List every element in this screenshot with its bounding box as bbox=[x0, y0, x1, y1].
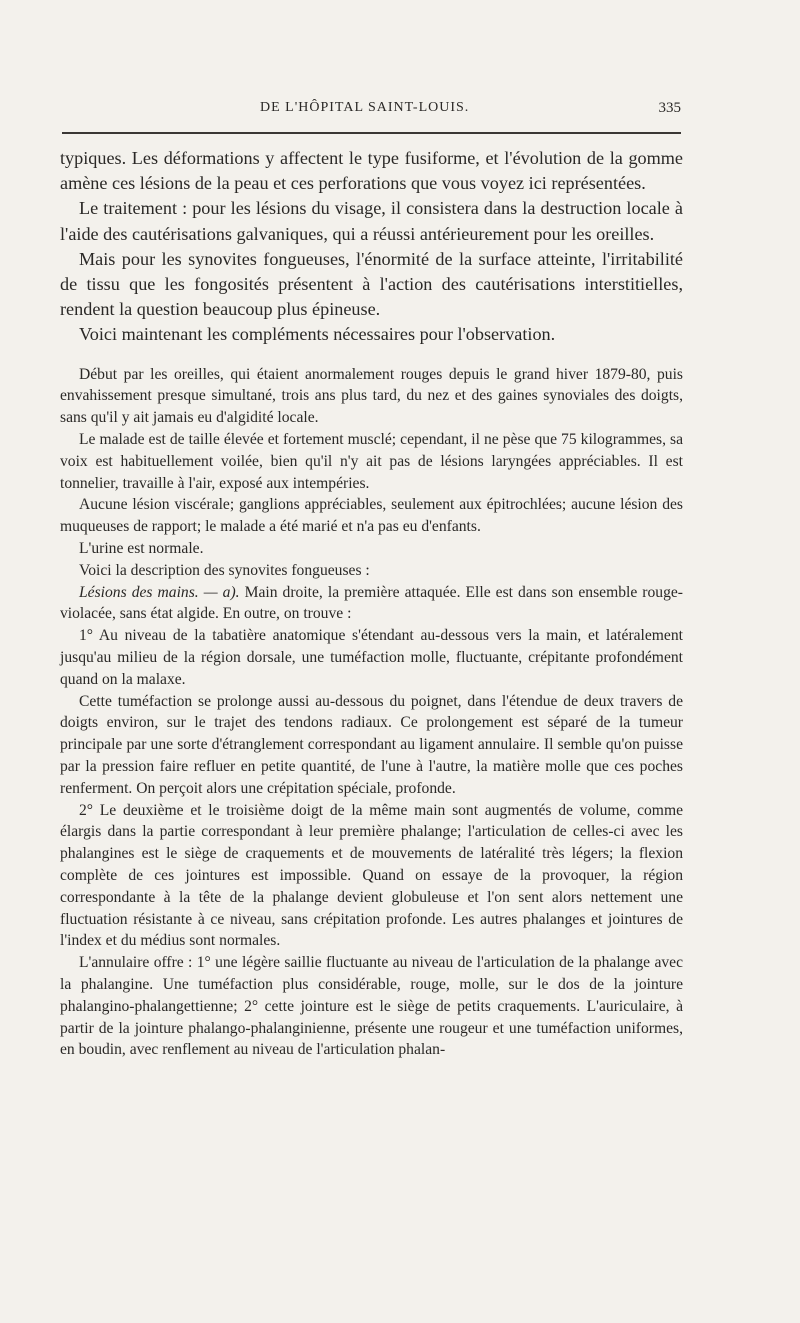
body-text bbox=[60, 146, 683, 1061]
paragraph: Le malade est de taille élevée et fortement musclé; cependant, il ne pèse que 75 kilogrammes, sa voix est habituellement voilée, bien qu'il n'y ait pas de lésions laryngées appréciables. Il est tonnelier, travaille à l'air, exposé aux intempéries. bbox=[60, 431, 683, 492]
lesion-heading: Lésions des mains. — a). bbox=[79, 583, 240, 601]
lecture-text bbox=[60, 146, 683, 348]
running-head: DE L'HÔPITAL SAINT-LOUIS. bbox=[260, 100, 470, 115]
paragraph: Voici la description des synovites fongueuses : bbox=[79, 561, 370, 579]
paragraph: L'annulaire offre : 1° une légère saillie fluctuante au niveau de l'articulation de la phalange avec la phalangine. Une tuméfaction plus considérable, rouge, molle, sur le dos de la jointure phalangino-phalangettienne; 2° cette jointure est le siège de petits craquements. L'auriculaire, à partir de la jointure phalango-phalanginienne, présente une rougeur et une tuméfaction uniformes, en boudin, avec renflement au niveau de l'articulation phalan- bbox=[60, 954, 683, 1059]
paragraph: 2° Le deuxième et le troisième doigt de la même main sont augmentés de volume, comme élargis dans la partie correspondant à leur première phalange; l'articulation de celles-ci avec les phalangines est le siège de craquements et de mouvements de latéralité très légers; la flexion complète de ces jointures est impossible. Quand on essaye de la provoquer, la région correspondante à la tête de la phalange devient globuleuse et l'on sent alors nettement une fluctuation résistante à ce niveau, sans crépitation profonde. Les autres phalanges et jointures de l'index et du médius sont normales. bbox=[60, 801, 683, 950]
paragraph: Mais pour les synovites fongueuses, l'énormité de la surface atteinte, l'irritabilité de tissu que les fongosités présentent à l'action des cautérisations interstitielles, rendent la question beaucoup plus épineuse. bbox=[60, 248, 683, 320]
paragraph: L'urine est normale. bbox=[79, 540, 204, 557]
page-number: 335 bbox=[658, 100, 681, 116]
paragraph: Voici maintenant les compléments nécessaires pour l'observation. bbox=[79, 324, 556, 345]
paragraph: Cette tuméfaction se prolonge aussi au-dessous du poignet, dans l'étendue de deux travers de doigts environ, sur le trajet des tendons radiaux. Ce prolongement est séparé de la tumeur principale par une sorte d'étranglement correspondant au ligament annulaire. Il semble qu'on puisse par la pression faire refluer en petite quantité, de l'une à l'autre, la matière molle que ces poches renferment. On perçoit alors une crépitation spéciale, profonde. bbox=[60, 692, 683, 797]
paragraph: 1° Au niveau de la tabatière anatomique s'étendant au-dessous vers la main, et latéralement jusqu'au milieu de la région dorsale, une tuméfaction molle, fluctuante, crépitante profondément quand on la malaxe. bbox=[60, 627, 683, 688]
header-rule bbox=[62, 132, 681, 134]
lesion-paragraph bbox=[60, 582, 683, 626]
page-header bbox=[60, 100, 681, 124]
paragraph: Début par les oreilles, qui étaient anormalement rouges depuis le grand hiver 1879-80, puis envahissement presque simultané, trois ans plus tard, du nez et des gaines synoviales des doigts, sans qu'il y ait jamais eu d'algidité locale. bbox=[60, 365, 683, 427]
observation-text bbox=[60, 364, 683, 1062]
paragraph: Le traitement : pour les lésions du visage, il consistera dans la destruction locale à l'aide des cautérisations galvaniques, qui a réussi antérieurement pour les oreilles. bbox=[60, 198, 683, 244]
paragraph: Aucune lésion viscérale; ganglions appréciables, seulement aux épitrochlées; aucune lésion des muqueuses de rapport; le malade a été marié et n'a pas eu d'enfants. bbox=[60, 496, 683, 536]
lesion-intro: Main droite, la première attaquée. Elle est dans son ensemble rouge-violacée, sans état algide. En outre, on trouve : bbox=[60, 583, 684, 623]
paragraph: typiques. Les déformations y affectent le type fusiforme, et l'évolution de la gomme amène ces lésions de la peau et ces perforations que vous voyez ici représentées. bbox=[60, 148, 683, 194]
